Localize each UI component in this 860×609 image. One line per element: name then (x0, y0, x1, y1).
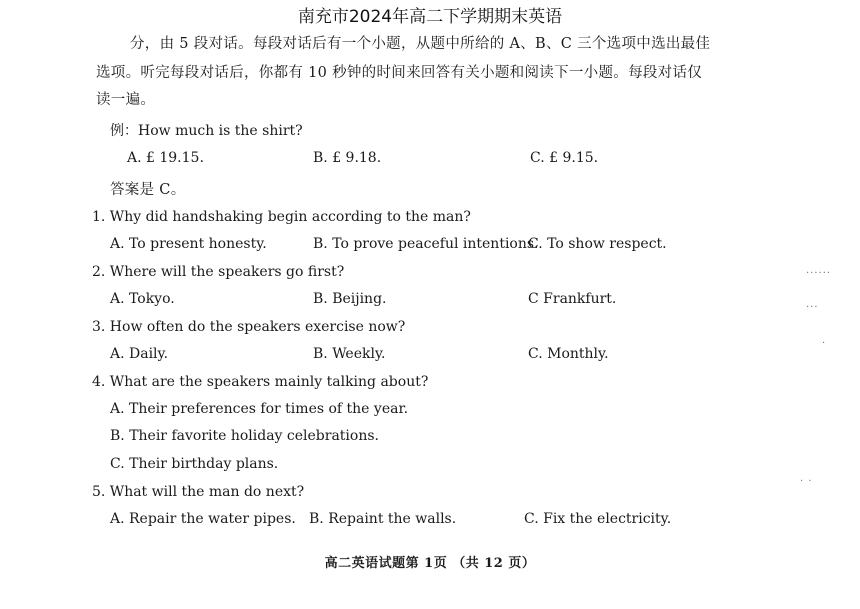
example-option-a: A. £ 19.15. (127, 150, 204, 166)
q1-option-b: B. To prove peaceful intentions. (313, 236, 539, 252)
question-2: 2. Where will the speakers go first? (92, 264, 345, 280)
example-answer: 答案是 C。 (110, 182, 186, 198)
question-4: 4. What are the speakers mainly talking about? (92, 374, 429, 390)
q2-option-b: B. Beijing. (313, 291, 387, 307)
example-option-b: B. £ 9.18. (313, 150, 382, 166)
intro-line-2: 选项。听完每段对话后，你都有 10 秒钟的时间来回答有关小题和阅读下一小题。每段对话仅 (96, 65, 703, 81)
q4-option-a: A. Their preferences for times of the year. (110, 401, 409, 417)
q5-option-a: A. Repair the water pipes. (110, 511, 296, 527)
scan-speck: ······ (806, 268, 832, 279)
q2-option-c: C Frankfurt. (528, 291, 617, 307)
q3-option-a: A. Daily. (110, 346, 169, 362)
intro-line-3: 读一遍。 (96, 92, 156, 108)
page-footer: 高二英语试题第 1页 （共 12 页） (324, 556, 536, 571)
question-5: 5. What will the man do next? (92, 484, 305, 500)
q5-option-c: C. Fix the electricity. (524, 511, 672, 527)
q1-option-a: A. To present honesty. (110, 236, 267, 252)
question-1: 1. Why did handshaking begin according to the man? (92, 209, 471, 225)
scan-speck: · (822, 338, 827, 349)
intro-line-1: 分，由 5 段对话。每段对话后有一个小题，从题中所给的 A、B、C 三个选项中选出最佳 (130, 36, 711, 52)
q1-option-c: C. To show respect. (528, 236, 667, 252)
q5-option-b: B. Repaint the walls. (309, 511, 457, 527)
page-title: 南充市2024年高二下学期期末英语 (297, 7, 563, 27)
question-3: 3. How often do the speakers exercise now? (92, 319, 406, 335)
q3-option-c: C. Monthly. (528, 346, 609, 362)
example-option-c: C. £ 9.15. (530, 150, 599, 166)
scan-speck: · · (800, 476, 813, 487)
q4-option-c: C. Their birthday plans. (110, 456, 279, 472)
q3-option-b: B. Weekly. (313, 346, 386, 362)
example-question: 例：How much is the shirt? (110, 123, 303, 139)
q4-option-b: B. Their favorite holiday celebrations. (110, 428, 379, 444)
scan-speck: ··· (806, 302, 819, 313)
q2-option-a: A. Tokyo. (110, 291, 175, 307)
